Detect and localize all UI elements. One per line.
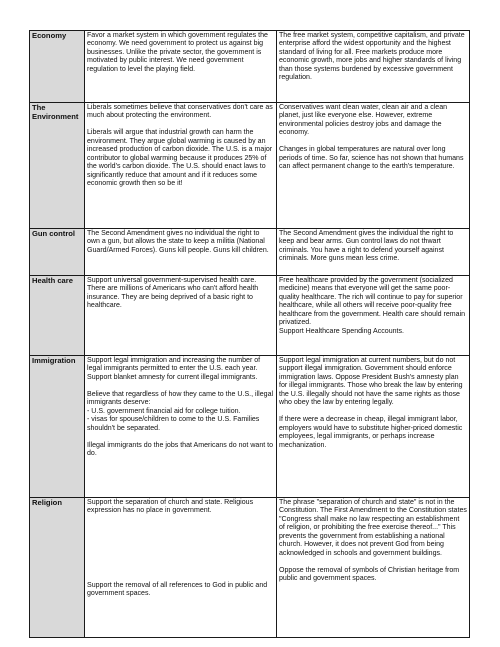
paragraph: Free healthcare provided by the government (socialized medicine) means that everyone will get the same poor-quality healthcare. The rich will continue to pay for superior healthcare, while all others will receive poor-quality free healthcare from the government. Health care should remain privatized. Support Healthcare Spending Accounts. bbox=[279, 277, 466, 335]
conservative-cell bbox=[277, 498, 470, 638]
liberal-cell bbox=[85, 276, 277, 356]
paragraph: Liberals sometimes believe that conservatives don't care as much about protecting the environment. bbox=[87, 104, 273, 120]
topic-cell: The Environment bbox=[30, 103, 85, 229]
topic-cell: Religion bbox=[30, 498, 85, 638]
paragraph: Support the separation of church and state. Religious expression has no place in government. bbox=[87, 499, 254, 515]
table-row-environment bbox=[30, 103, 470, 229]
paragraph: Support the removal of all references to God in public and government spaces. bbox=[87, 581, 268, 598]
liberal-cell bbox=[85, 31, 277, 103]
table-row-health-care bbox=[30, 276, 470, 356]
paragraph: Changes in global temperatures are natural over long periods of time. So far, science has not shown that humans can affect permanent change to the earth's temperature. bbox=[279, 146, 464, 171]
conservative-cell bbox=[277, 356, 470, 498]
table-row-gun-control bbox=[30, 229, 470, 276]
paragraph: If there were a decrease in cheap, illegal immigrant labor, employers would have to substitute higher-priced domestic employees, legal immigrants, or perhaps increase mechanization. bbox=[279, 416, 463, 449]
paragraph: The free market system, competitive capitalism, and private enterprise afford the widest opportunity and the highest standard of living for all. Free markets produce more economic growth, more jobs and higher standards of living than those systems burdened by excessive government regulation. bbox=[279, 32, 465, 82]
table-row-immigration bbox=[30, 356, 470, 498]
liberal-cell bbox=[85, 498, 277, 638]
topic-cell: Immigration bbox=[30, 356, 85, 498]
paragraph: Oppose the removal of symbols of Christian heritage from public and government spaces. bbox=[279, 566, 460, 583]
paragraph: Support universal government-supervised health care. There are millions of Americans who can't afford health insurance. They are being deprived of a basic right to healthcare. bbox=[87, 277, 259, 310]
paragraph: The Second Amendment gives the individual the right to keep and bear arms. Gun control laws do not thwart criminals. You have a right to defend yourself against criminals. More guns mean less crime. bbox=[279, 230, 454, 263]
comparison-table bbox=[29, 30, 470, 638]
paragraph: The Second Amendment gives no individual the right to own a gun, but allows the state to keep a militia (National Guard/Armed Forces). Guns kill people. Guns kill children. bbox=[87, 230, 269, 254]
paragraph: Support legal immigration and increasing the number of legal immigrants permitted to enter the U.S. each year. Support blanket amnesty for current illegal immigrants. bbox=[87, 357, 261, 381]
conservative-cell bbox=[277, 276, 470, 356]
liberal-cell bbox=[85, 229, 277, 276]
paragraph: Liberals will argue that industrial growth can harm the environment. They argue global warming is caused by an increased production of carbon dioxide. The U.S. is a major contributor to global warming because it produces 25% of the world's carbon dioxide. The U.S. should enact laws to significantly reduce that amount and if it reduces some economic growth then so be it! bbox=[87, 129, 273, 188]
spacer bbox=[87, 516, 274, 549]
topic-cell: Health care bbox=[30, 276, 85, 356]
spacer bbox=[87, 549, 274, 582]
topic-cell: Gun control bbox=[30, 229, 85, 276]
conservative-cell bbox=[277, 103, 470, 229]
table-row-religion bbox=[30, 498, 470, 638]
paragraph: The phrase "separation of church and state" is not in the Constitution. The First Amendment to the Constitution states "Congress shall make no law respecting an establishment of religion, or prohibiting the free exercise thereof..." This prevents the government from establishing a national church. However, it does not prevent God from being acknowledged in schools and government buildings. bbox=[279, 499, 467, 557]
topic-cell: Economy bbox=[30, 31, 85, 103]
liberal-cell bbox=[85, 103, 277, 229]
liberal-cell bbox=[85, 356, 277, 498]
paragraph: Believe that regardless of how they came to the U.S., illegal immigrants deserve: - U.S. government financial aid for college tuition. - visas for spouse/children to come to the U.S. Families shouldn't be separated. bbox=[87, 390, 274, 432]
table-row-economy bbox=[30, 31, 470, 103]
paragraph: Illegal immigrants do the jobs that Americans do not want to do. bbox=[87, 441, 274, 457]
conservative-cell bbox=[277, 31, 470, 103]
conservative-cell bbox=[277, 229, 470, 276]
paragraph: Conservatives want clean water, clean air and a clean planet, just like everyone else. However, extreme environmental policies destroy jobs and damage the economy. bbox=[279, 104, 448, 137]
paragraph: Support legal immigration at current numbers, but do not support illegal immigration. Government should enforce immigration laws. Oppose President Bush's amnesty plan for illegal immigrants. Those who break the law by entering the U.S. illegally should not have the same rights as those who obey the law by entering legally. bbox=[279, 357, 463, 407]
paragraph: Favor a market system in which government regulates the economy. We need government to protect us against big businesses. Unlike the private sector, the government is motivated by public interest. We need government regulation to level the playing field. bbox=[87, 32, 268, 73]
